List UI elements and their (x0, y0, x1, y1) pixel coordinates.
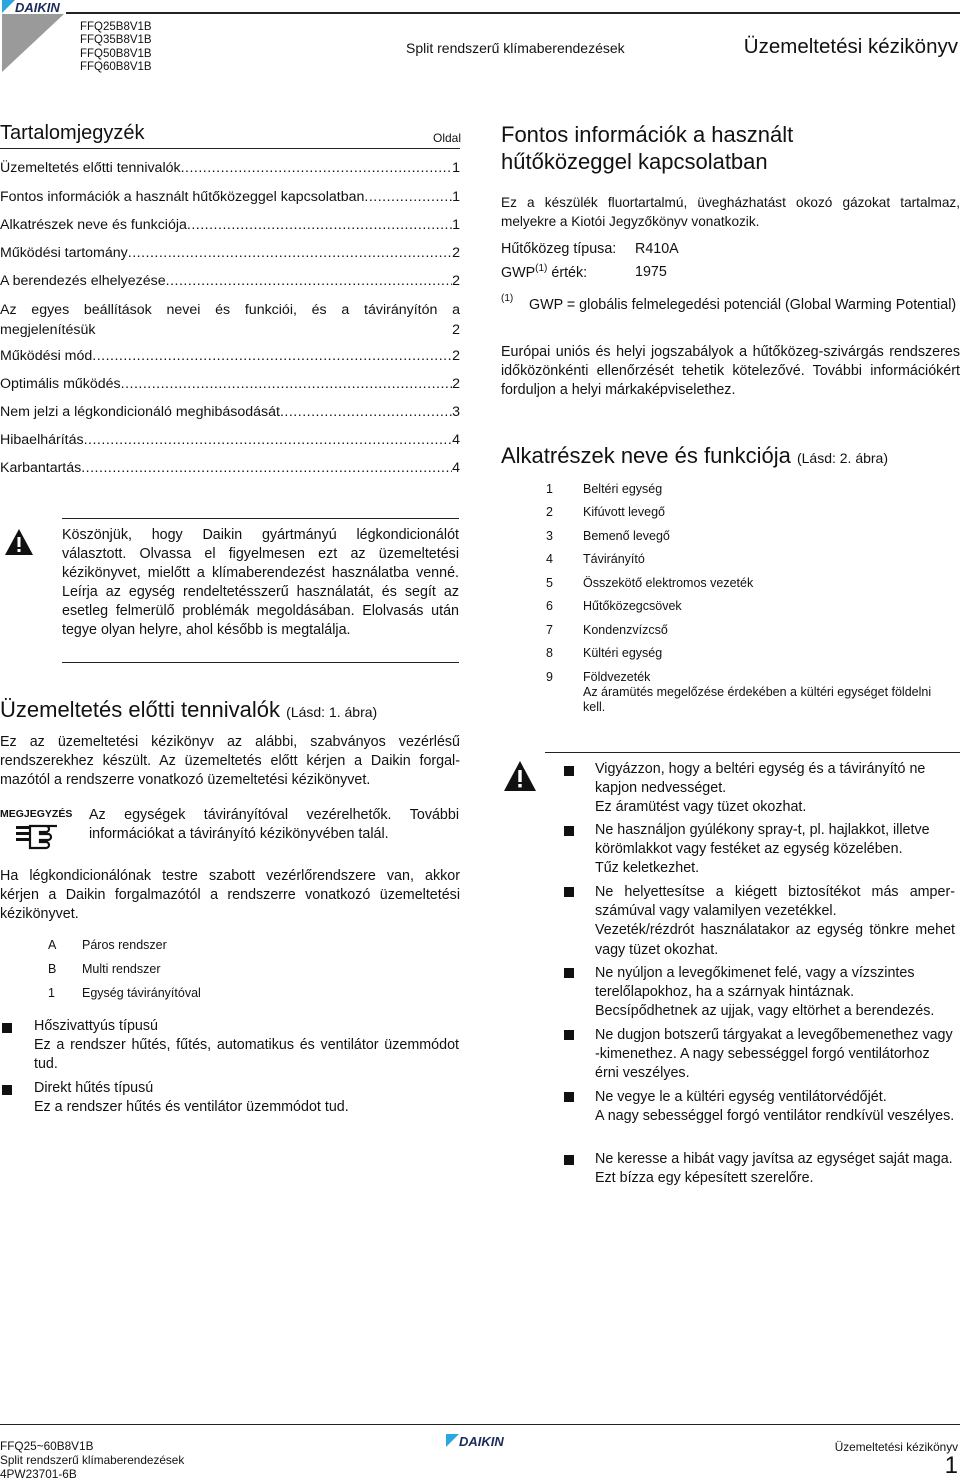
toc-entry[interactable]: Nem jelzi a légkondicionáló meghibásodását ..... 3 (0, 404, 460, 420)
legend-label: Multi rendszer (82, 962, 161, 976)
footnote-marker: (1) (501, 293, 514, 304)
box-top-rule (62, 518, 459, 519)
warning-item: Ne használjon gyúlékony spray-t, pl. hajlakkot, illetve körömlakkot vagy festéket az egység közelében. Tűz keletkezhet. (595, 822, 930, 877)
toc-title: Tartalomjegyzék (0, 122, 145, 144)
toc-entry[interactable]: Hibaelhárítás ..... 4 (0, 432, 460, 448)
toc-entry[interactable]: A berendezés elhelyezése ..... 2 (0, 273, 460, 289)
bullet (564, 826, 574, 836)
warning-icon (4, 528, 34, 556)
page-number: 1 (944, 1452, 958, 1479)
model-code: FFQ60B8V1B (80, 61, 152, 74)
toc-rule (0, 148, 460, 149)
model-code: FFQ25B8V1B (80, 21, 152, 33)
section-title-parts: Alkatrészek neve és funkciója (Lásd: 2. ábra) (501, 443, 889, 468)
legend-label: Egység távirányítóval (82, 986, 201, 1000)
gwp-label: GWP$^{(1)}$ érték: (501, 263, 588, 281)
header-rule (66, 12, 960, 14)
legend-key: B (48, 962, 57, 976)
pointing-hand-icon (16, 820, 60, 854)
warning-item: Vigyázzon, hogy a beltéri egység és a távirányító ne kapjon nedvességet. Ez áramütést vagy tüzet okozhat. (595, 761, 926, 816)
header-doc-title: Üzemeltetési kézikönyv (743, 35, 958, 58)
warning-icon (503, 760, 537, 792)
refrigerant-intro: Ez a készülék fluortartalmú, üvegházhatást okozó gázokat tartalmaz, melyekre a Kiotói Jegyzőkönyv vonatkozik. (501, 195, 960, 230)
box-top-rule (545, 752, 960, 753)
box-bottom-rule (62, 662, 459, 663)
header-model-list (80, 21, 152, 75)
section-title-refrigerant: Fontos információk a használt hűtőközeggel kapcsolatban (501, 122, 794, 174)
toc-entry[interactable]: Az egyes beállítások nevei és funkciói, és a távirányítón a megjelenítésük 2 (0, 302, 460, 338)
footer-rule (0, 1424, 960, 1425)
header-corner-triangle (2, 14, 64, 72)
bullet (564, 766, 574, 776)
gwp-value: 1975 (635, 264, 667, 280)
toc-entry[interactable]: Működési tartomány ..... 2 (0, 245, 460, 261)
warning-item: Ne keresse a hibát vagy javítsa az egységet saját maga. Ezt bízza egy képesített szerelőre. (595, 1151, 953, 1187)
bullet (564, 1030, 574, 1040)
daikin-logo (2, 0, 72, 14)
bullet (564, 887, 574, 897)
daikin-logo-text: DAIKIN (459, 1434, 504, 1448)
model-code: FFQ50B8V1B (80, 47, 152, 60)
warning-item: Ne nyúljon a levegőkimenet felé, vagy a vízszintes terelőlapokhoz, ha a szárnyak hintáznak. Becsípődhetnek az ujjak, vagy eltörhet a berendezés. (595, 965, 935, 1020)
toc-entry[interactable]: Karbantartás ..... 4 (0, 460, 460, 476)
bullet (2, 1023, 12, 1033)
toc-entry[interactable]: Működési mód ..... 2 (0, 348, 460, 364)
warning-item: Ne vegye le a kültéri egység ventilátorvédőjét. A nagy sebességgel forgó ventilátor rendkívül veszélyes. (595, 1089, 955, 1125)
bullet (564, 1092, 574, 1102)
section-title-before-operation: Üzemeltetés előtti tennivalók (Lásd: 1. ábra) (0, 697, 378, 722)
note-text: Az egységek távirányítóval vezérelhetők. További információkat a távirányító kézikönyvében talál. (89, 807, 459, 843)
legend-key: 1 (48, 986, 55, 1000)
thanks-text: Köszönjük, hogy Daikin gyártmányú légkondicionálót választott. Olvassa el figyelmesen ezt az üzemeltetési kézikönyvet, mielőtt a klímaberendezést használatba venné. Leírja az egység rendeltetésszerű használatát, és segít az esetleg felmerülő problémák megoldásában. Elolvasás után tegye olyan helyre, ahol később is megtalálja. (62, 527, 459, 639)
bullet (2, 1085, 12, 1095)
toc-page-label: Oldal (433, 131, 462, 145)
warning-item: Ne helyettesítse a kiégett biztosítékot más amperszámúval vagy valamilyen vezetékkel. Vezeték/rézdrót használatakor az egység tönkre mehet vagy tüzet okozhat. (595, 884, 955, 958)
model-code: FFQ35B8V1B (80, 34, 152, 47)
section1-paragraph: Ha légkondicionálónak testre szabott vezérlőrendszere van, akkor kérjen a Daikin forgalmazótól a rendszerre vonatkozó üzemeltetési kézikönyvet. (0, 868, 460, 923)
toc-entry[interactable]: Üzemeltetés előtti tennivalók ..... 1 (0, 160, 460, 176)
refrigerant-type-label: Hűtőközeg típusa: (501, 241, 617, 257)
note-label: MEGJEGYZÉS (0, 808, 73, 820)
type-item: Direkt hűtés típusú Ez a rendszer hűtés és ventilátor üzemmódot tud. (34, 1080, 349, 1116)
section1-paragraph: Ez az üzemeltetési kézikönyv az alábbi, szabványos vezérlésű rendszerekhez készült. Az üzemeltetés előtt kérjen a Daikin forgalmazótól a rendszerre vonatkozó üzemeltetési kézikönyvet. (0, 734, 460, 789)
warning-item: Ne dugjon botszerű tárgyakat a levegőbemenethez vagy -kimenethez. A nagy sebességgel forgó ventilátorhoz érni veszélyes. (595, 1027, 953, 1082)
bullet (564, 968, 574, 978)
type-item: Hőszivattyús típusú Ez a rendszer hűtés, fűtés, automatikus és ventilátor üzemmódot tud. (34, 1018, 459, 1073)
bullet (564, 1155, 574, 1165)
footer-info: FFQ25~60B8V1B Split rendszerű klímaberendezések 4PW23701-6B (0, 1439, 185, 1481)
toc-entry[interactable]: Optimális működés ..... 2 (0, 376, 460, 392)
part-9-note: Az áramütés megelőzése érdekében a kültéri egységet földelni kell. (583, 685, 932, 714)
legend-label: Páros rendszer (82, 938, 167, 952)
toc-entry[interactable]: Alkatrészek neve és funkciója ..... 1 (0, 217, 460, 233)
header-subtitle: Split rendszerű klímaberendezések (406, 40, 625, 56)
toc-entry[interactable]: Fontos információk a használt hűtőközeggel kapcsolatban ..... 1 (0, 189, 460, 205)
footer-doc-title: Üzemeltetési kézikönyv (834, 1440, 958, 1454)
daikin-logo (446, 1434, 516, 1448)
refrigerant-type-value: R410A (635, 241, 679, 257)
footnote-text: GWP = globális felmelegedési potenciál (Global Warming Potential) (529, 297, 957, 313)
eu-regulation-text: Európai uniós és helyi jogszabályok a hűtőközeg-szivárgás rendszeres időközönkénti ellenőrzését tehetik kötelezővé. További információkért forduljon a helyi márkaképviselethez. (501, 344, 960, 399)
daikin-logo-text: DAIKIN (15, 0, 60, 14)
legend-key: A (48, 938, 57, 952)
